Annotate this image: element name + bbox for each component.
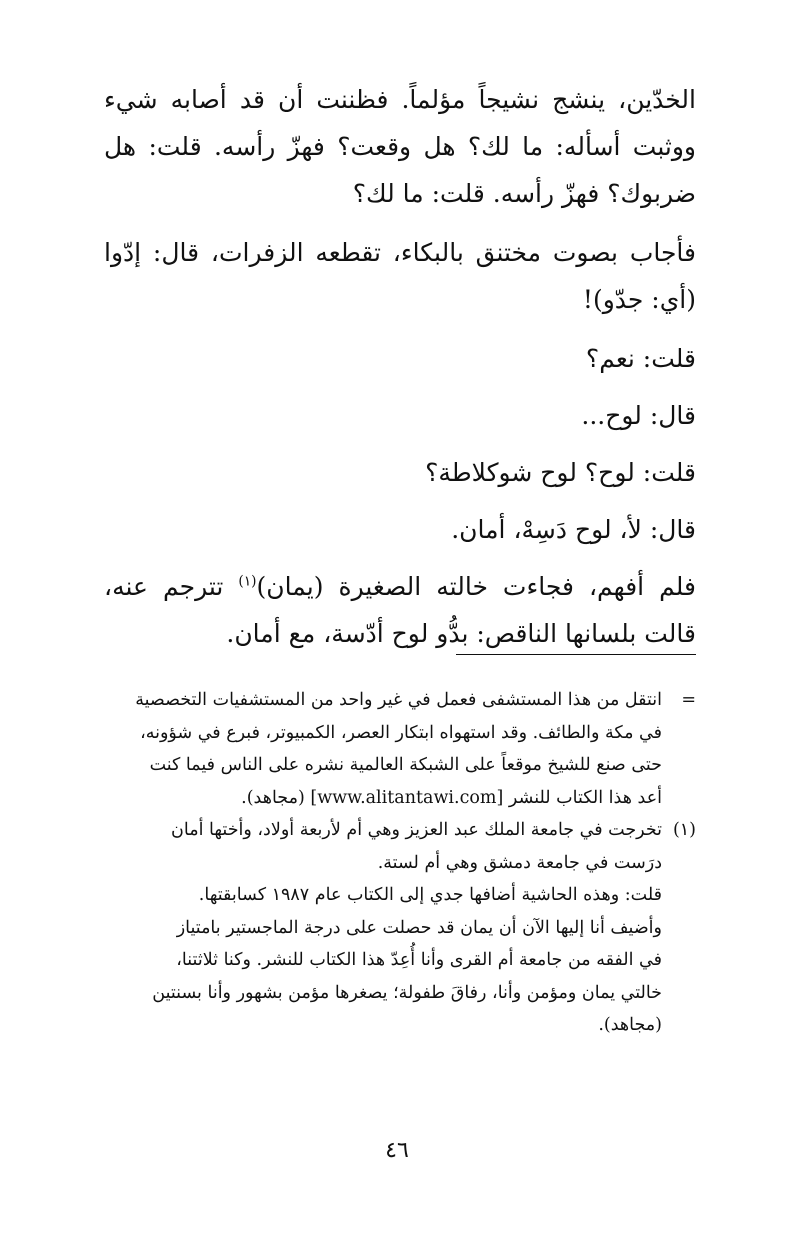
footnote-1-mark: (١) — [672, 820, 696, 840]
continuation-text — [104, 684, 662, 814]
footnote-continuation — [104, 684, 696, 814]
paragraph-5: قلت: لوح؟ لوح شوكلاطة؟ — [425, 458, 696, 487]
paragraph-6: قال: لأ، لوح دَسِهْ، أمان. — [451, 515, 696, 544]
paragraph-4: قال: لوح... — [581, 401, 696, 430]
footnote-line: انتقل من هذا المستشفى فعمل في غير واحد من المستشفيات التخصصية — [135, 690, 662, 710]
footnote-line: تخرجت في جامعة الملك عبد العزيز وهي أم لأربعة أولاد، وأختها أمان — [171, 820, 662, 840]
paragraph-1: الخدّين، ينشج نشيجاً مؤلماً. فظننت أن قد أصابه شيء ووثبت أسأله: ما لك؟ هل وقعت؟ فهزّ رأسه. قلت: هل ضربوك؟ فهزّ رأسه. قلت: ما لك؟ — [104, 85, 696, 208]
footnote-line: في مكة والطائف. وقد استهواه ابتكار العصر، الكمبيوتر، فبرع في شؤونه، — [140, 722, 662, 743]
footnote-line: درَست في جامعة دمشق وهي أم لستة. — [377, 852, 662, 873]
footnote-line: (مجاهد). — [598, 1015, 662, 1035]
main-text — [104, 76, 696, 669]
paragraph-7 — [104, 563, 696, 657]
footnote-line: حتى صنع للشيخ موقعاً على الشبكة العالمية نشره على الناس فيما كنت — [149, 755, 662, 775]
footnotes — [104, 684, 696, 1042]
footnote-divider — [456, 654, 696, 655]
page-number: ٤٦ — [385, 1138, 409, 1163]
paragraph-7-start: فلم أفهم، فجاءت خالته الصغيرة (يمان) — [256, 572, 696, 601]
footnote-line: في الفقه من جامعة أم القرى وأنا أُعِدّ هذا الكتاب للنشر. وكنا ثلاثتنا، — [176, 950, 662, 970]
footnote-1 — [104, 814, 696, 1042]
footnote-1-text — [104, 814, 662, 1042]
continuation-mark: = — [681, 690, 696, 710]
footnote-line: قلت: وهذه الحاشية أضافها جدي إلى الكتاب عام ١٩٨٧ كسابقتها. — [198, 885, 662, 905]
footnote-line: أعد هذا الكتاب للنشر [www.alitantawi.com] (مجاهد). — [241, 787, 662, 808]
paragraph-3: قلت: نعم؟ — [585, 344, 696, 373]
footnote-line: وأضيف أنا إليها الآن أن يمان قد حصلت على درجة الماجستير بامتياز — [176, 917, 662, 938]
footnote-ref-1: (١) — [238, 573, 257, 590]
paragraph-7-end: تترجم عنه، قالت بلسانها الناقص: بدُّو لوح أدّسة، مع أمان. — [104, 572, 696, 648]
paragraph-2: فأجاب بصوت مختنق بالبكاء، تقطعه الزفرات، قال: إدّوا (أي: جدّو)! — [104, 238, 696, 314]
footnote-line: خالتي يمان ومؤمن وأنا، رفاقَ طفولة؛ يصغرها مؤمن بشهور وأنا بسنتين — [152, 982, 662, 1003]
